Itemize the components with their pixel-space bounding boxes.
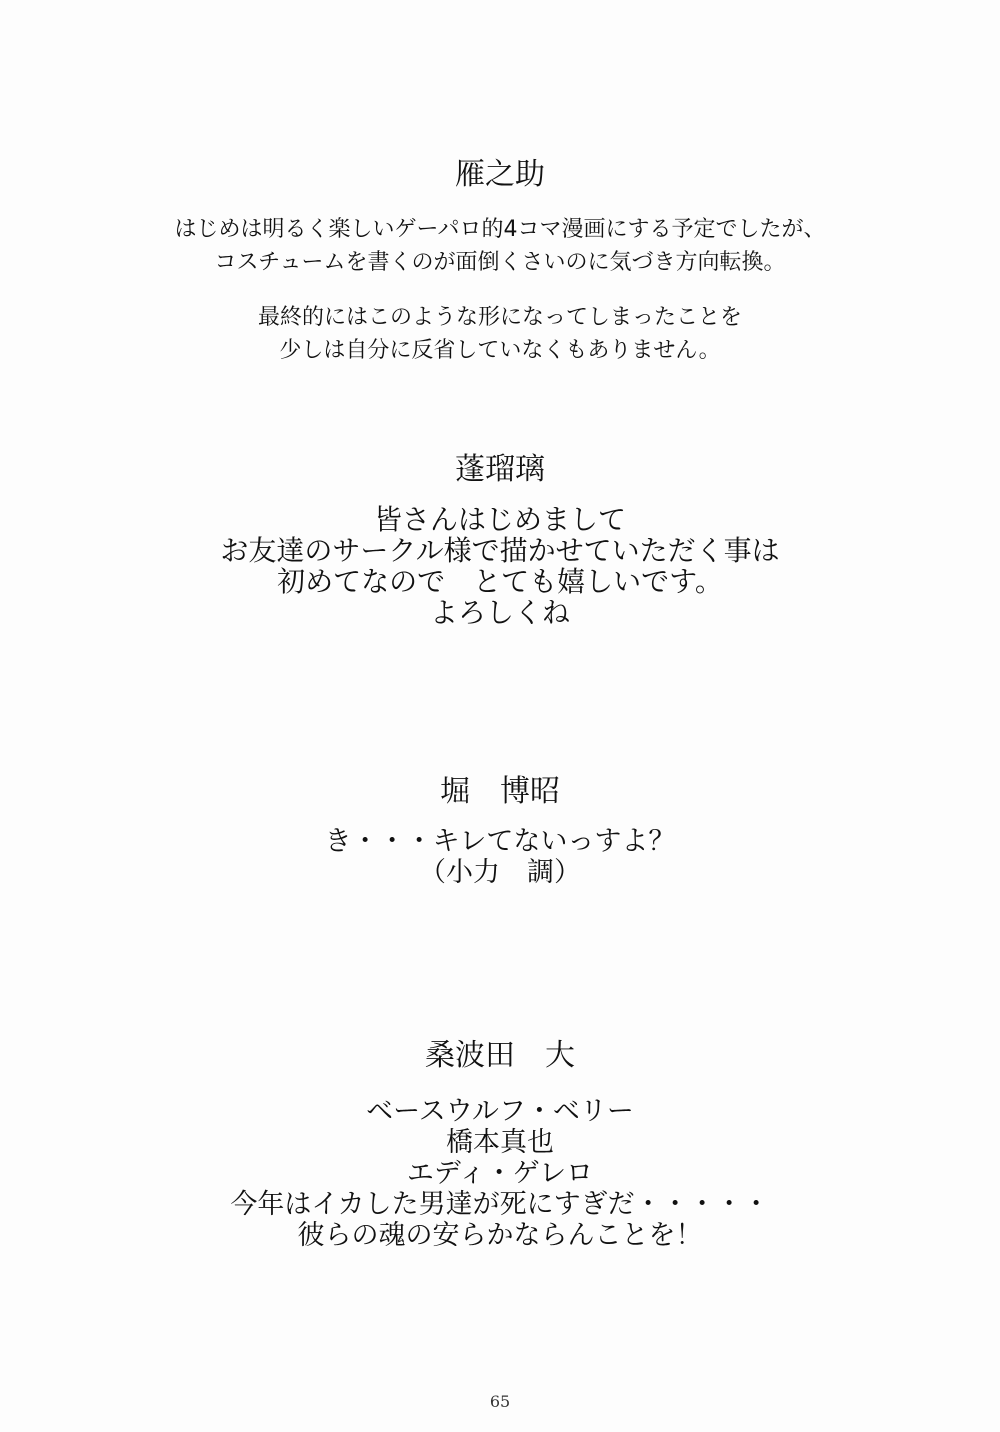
comment-line: 皆さんはじめまして (373, 503, 626, 536)
comment-line: 初めてなので とても嬉しいです。 (277, 565, 723, 598)
author-comment-section (0, 1036, 1000, 1251)
comment-line: （小力 調） (419, 857, 581, 888)
comment-line: エディ・ゲレロ (406, 1158, 594, 1189)
comment-paragraph (0, 504, 1000, 628)
author-name: 桑波田 大 (425, 1038, 575, 1073)
comment-line: 最終的にはこのような形になってしまったことを (257, 305, 742, 330)
comment-line: 少しは自分に反省していなくもありません。 (279, 338, 721, 363)
author-name: 堀 博昭 (440, 774, 560, 809)
author-name: 蓬瑠璃 (455, 452, 545, 487)
author-comment-section (0, 155, 1000, 367)
author-comment-section (0, 772, 1000, 888)
comment-line: 今年はイカした男達が死にすぎだ・・・・・ (230, 1189, 770, 1220)
comment-line: よろしくね (429, 596, 570, 629)
author-name: 雁之助 (455, 157, 545, 192)
page-number: 65 (489, 1392, 511, 1411)
comment-line: 彼らの魂の安らかならんことを！ (297, 1220, 703, 1251)
comment-paragraph (0, 826, 1000, 888)
comment-paragraph (0, 301, 1000, 367)
comment-line: ベースウルフ・ベリー (366, 1096, 634, 1127)
comment-paragraph (0, 213, 1000, 279)
author-comment-section (0, 450, 1000, 628)
comment-line: お友達のサークル様で描かせていただく事は (220, 534, 780, 567)
comment-line: はじめは明るく楽しいゲーパロ的4コマ漫画にする予定でしたが、 (174, 217, 826, 242)
comment-line: き・・・キレてないっすよ？ (324, 826, 676, 857)
comment-paragraph (0, 1096, 1000, 1251)
comment-line: コスチュームを書くのが面倒くさいのに気づき方向転換。 (214, 250, 786, 275)
comment-line: 橋本真也 (446, 1127, 554, 1158)
